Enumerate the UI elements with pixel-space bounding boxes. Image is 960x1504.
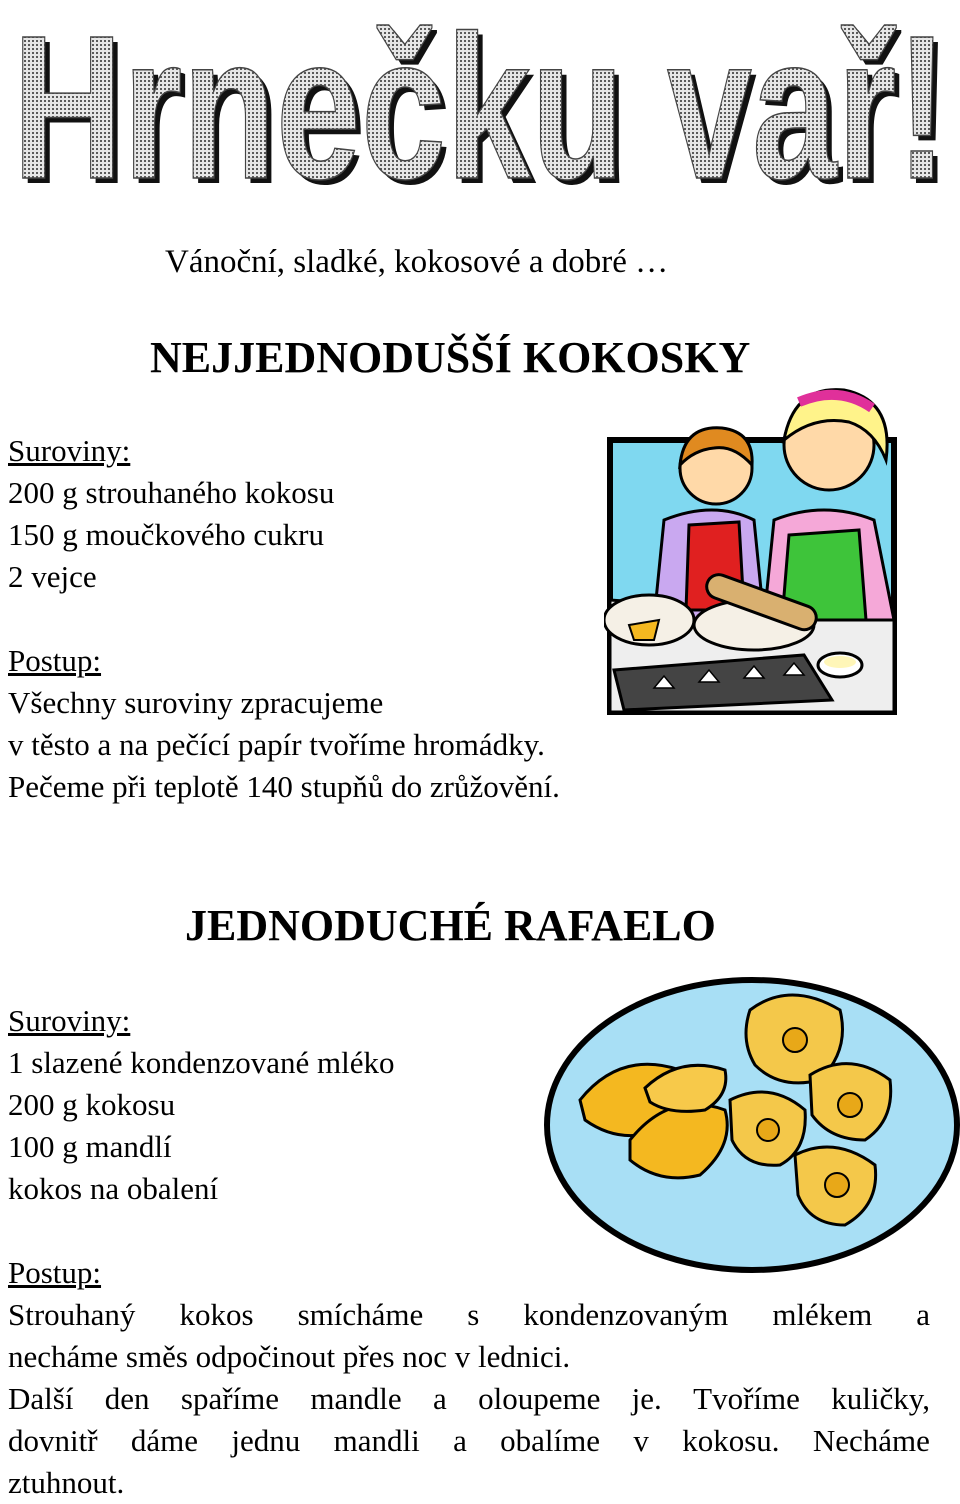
step-word: Tvoříme	[693, 1381, 800, 1416]
step-line: necháme směs odpočinout přes noc v lednici.	[8, 1339, 571, 1374]
step-line	[8, 1294, 930, 1336]
step-line: v těsto a na pečící papír tvoříme hromádky.	[8, 727, 545, 762]
step-word: kokos	[179, 1297, 254, 1332]
step-word: mlékem	[772, 1297, 873, 1332]
step-word: smícháme	[297, 1297, 424, 1332]
step-word: dáme	[130, 1423, 199, 1458]
ingredient-item: 2 vejce	[8, 559, 97, 594]
ingredient-item: 200 g strouhaného kokosu	[8, 475, 335, 510]
ingredient-item: kokos na obalení	[8, 1171, 219, 1206]
ingredient-item: 150 g moučkového cukru	[8, 517, 324, 552]
subtitle: Vánoční, sladké, kokosové a dobré …	[165, 244, 669, 280]
step-word: a	[453, 1423, 467, 1458]
plate-clipart-icon	[540, 970, 960, 1275]
ingredients-list	[8, 430, 334, 598]
step-word: mandle	[310, 1381, 402, 1416]
step-word: je.	[631, 1381, 662, 1416]
step-line: Všechny suroviny zpracujeme	[8, 685, 384, 720]
step-word: a	[916, 1297, 930, 1332]
recipe-title: JEDNODUCHÉ RAFAELO	[185, 901, 716, 950]
ingredients-label: Suroviny:	[8, 1003, 131, 1038]
title-shadow: Hrnečku vař!	[17, 0, 953, 200]
step-line: Pečeme při teplotě 140 stupňů do zrůžovění.	[8, 769, 560, 804]
step-word: dovnitř	[8, 1423, 98, 1458]
steps-label: Postup:	[8, 643, 102, 678]
ingredient-item: 200 g kokosu	[8, 1087, 176, 1122]
page-title	[0, 0, 960, 200]
step-word: jednu	[231, 1423, 301, 1458]
step-line	[8, 1378, 930, 1420]
step-word: s	[467, 1297, 480, 1332]
ingredient-item: 1 slazené kondenzované mléko	[8, 1045, 395, 1080]
step-line	[8, 1420, 930, 1462]
ingredients-list	[8, 1000, 395, 1210]
step-word: Další	[8, 1381, 74, 1416]
baking-clipart-icon	[604, 370, 902, 720]
step-word: Strouhaný	[8, 1297, 136, 1332]
step-word: kokosu.	[682, 1423, 780, 1458]
step-word: v	[633, 1423, 649, 1458]
ingredients-label: Suroviny:	[8, 433, 131, 468]
step-word: kondenzovaným	[523, 1297, 729, 1332]
steps-list	[8, 640, 560, 808]
step-word: den	[104, 1381, 150, 1416]
title-text: Hrnečku vař!	[12, 0, 948, 200]
recipe-title: NEJJEDNODUŠŠÍ KOKOSKY	[150, 333, 751, 382]
steps-label: Postup:	[8, 1255, 102, 1290]
step-word: Necháme	[812, 1423, 930, 1458]
step-line: ztuhnout.	[8, 1465, 125, 1500]
steps-list	[8, 1252, 930, 1504]
step-word: spaříme	[180, 1381, 280, 1416]
step-word: mandli	[333, 1423, 420, 1458]
step-word: oloupeme	[478, 1381, 601, 1416]
step-word: obalíme	[500, 1423, 601, 1458]
step-word: a	[432, 1381, 447, 1416]
step-word: kuličky,	[831, 1381, 930, 1416]
ingredient-item: 100 g mandlí	[8, 1129, 172, 1164]
